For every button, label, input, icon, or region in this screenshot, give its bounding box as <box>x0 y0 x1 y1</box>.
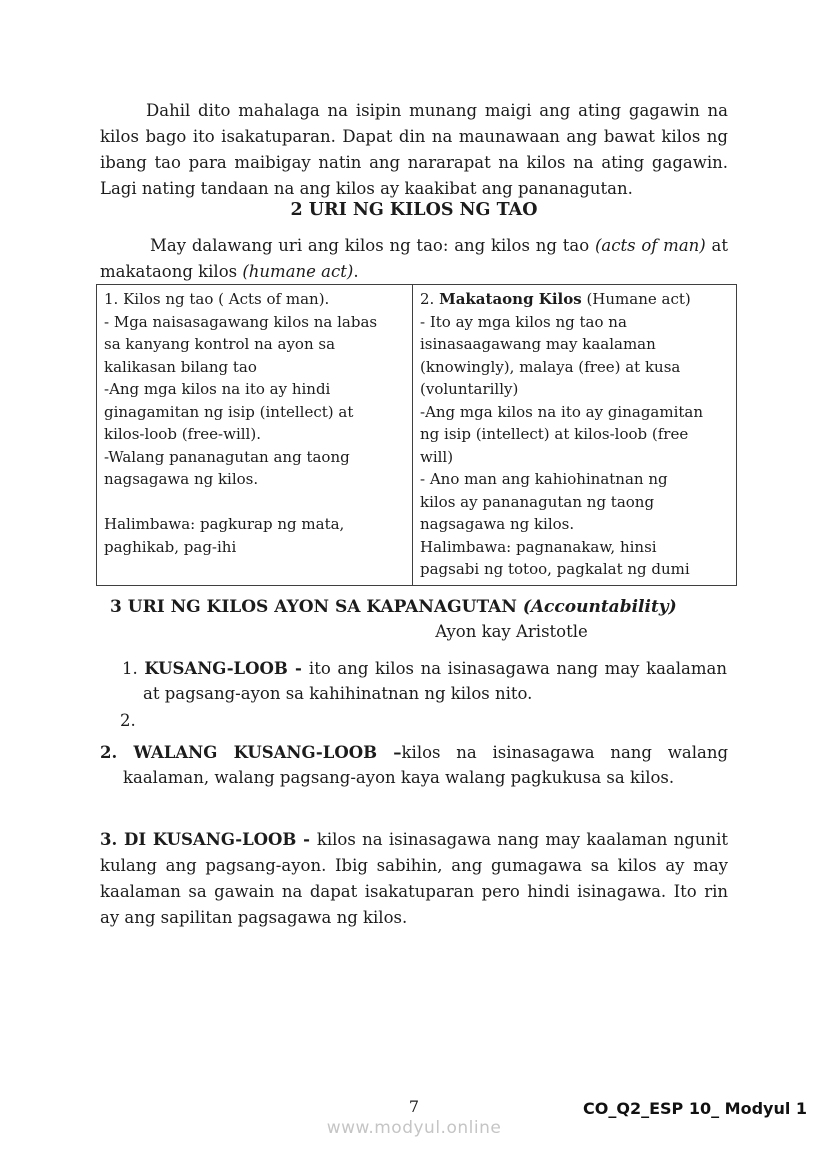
uri-intro-text-3: . <box>353 262 359 281</box>
table-line: (knowingly), malaya (free) at kusa <box>420 357 681 376</box>
table-line: paghikab, pag-ihi <box>104 537 237 556</box>
table-line-title <box>420 288 730 311</box>
page-number: 7 <box>408 1097 420 1116</box>
table-line: sa kanyang kontrol na ayon sa <box>104 335 336 353</box>
item2-term: 2. WALANG KUSANG-LOOB – <box>100 743 402 762</box>
section-heading-3-text: 3 URI NG KILOS AYON SA KAPANAGUTAN <box>110 597 523 617</box>
section-heading-3-uri <box>110 597 677 617</box>
footer-doc-code: CO_Q2_ESP 10_ Modyul 1 <box>583 1099 808 1118</box>
item2-definition: kilos na isinasagawa nang walang kaalaman, walang pagsang-ayon kaya walang pagkukusa sa kilos. <box>123 743 729 787</box>
item3-term: 3. DI KUSANG-LOOB - <box>100 830 317 849</box>
list-item-di-kusang-loob <box>100 827 728 931</box>
list-item-kusang-loob <box>122 656 727 706</box>
table-line: -Ang mga kilos na ito ay ginagamitan <box>420 402 704 421</box>
uri-intro-text-1: May dalawang uri ang kilos ng tao: ang kilos ng tao <box>150 236 595 255</box>
item1-term: KUSANG-LOOB - <box>144 659 309 678</box>
table-line: isinasaagawang may kaalaman <box>420 335 656 353</box>
table-cell-makataong-kilos <box>413 285 736 585</box>
item1-number: 1. <box>122 659 145 678</box>
table-line: -Ang mga kilos na ito ay hindi <box>104 380 331 398</box>
makataong-title-bold: Makataong Kilos <box>439 290 582 308</box>
table-line: (voluntarilly) <box>420 380 519 398</box>
subheading-ayon-kay-aristotle: Ayon kay Aristotle <box>435 622 588 641</box>
table-line: nagsagawa ng kilos. <box>420 515 575 533</box>
table-line: kalikasan bilang tao <box>104 357 257 376</box>
watermark: www.modyul.online <box>326 1118 502 1138</box>
table-line: - Ano man ang kahiohinatnan ng <box>420 470 668 488</box>
uri-intro-italic-2: (humane act) <box>242 262 354 281</box>
table-line: kilos ay pananagutan ng taong <box>420 492 655 511</box>
section-heading-2-uri: 2 URI NG KILOS NG TAO <box>290 200 538 220</box>
item1-definition: ito ang kilos na isinasagawa nang may kaalaman at pagsang-ayon sa kahihinatnan ng kilos nito. <box>143 659 727 703</box>
section-heading-3-accountability: (Accountability) <box>522 597 677 617</box>
table-line: kilos-loob (free-will). <box>104 425 261 443</box>
item3-definition: kilos na isinasagawa nang may kaalaman ngunit kulang ang pagsang-ayon. Ibig sabihin, ang gumagawa sa kilos ay may kaalaman sa gawain na dapat isakatuparan pero hindi isinagawa. Ito rin ay ang sapilitan pagsagawa ng kilos. <box>100 830 728 927</box>
table-line: - Ito ay mga kilos ng tao na <box>420 312 627 331</box>
table-line: - Mga naisasagawang kilos na labas <box>104 312 378 331</box>
intro-paragraph: Dahil dito mahalaga na isipin munang maigi ang ating gagawin na kilos bago ito isakatuparan. Dapat din na maunawaan ang bawat kilos ng ibang tao para maibigay natin ang nararapat na kilos na ating gagawin. Lagi nating tandaan na ang kilos ay kaakibat ang pananagutan. <box>100 101 728 198</box>
uri-intro-paragraph <box>100 233 728 285</box>
table-line: 1. Kilos ng tao ( Acts of man). <box>104 290 330 308</box>
table-cell-kilos-ng-tao <box>97 285 413 585</box>
table-line: nagsagawa ng kilos. <box>104 470 259 488</box>
makataong-title-rest: (Humane act) <box>581 290 691 308</box>
table-line: Halimbawa: pagnanakaw, hinsi <box>420 537 657 556</box>
table-line: ng isip (intellect) at kilos-loob (free <box>420 425 689 443</box>
table-line: will) <box>420 447 454 466</box>
table-line: -Walang pananagutan ang taong <box>104 447 350 466</box>
stray-list-number: 2. <box>120 711 136 730</box>
uri-intro-text-2: at makataong kilos <box>100 236 728 281</box>
makataong-num: 2. <box>420 290 440 308</box>
uri-intro-italic-1: (acts of man) <box>594 236 706 255</box>
table-line: pagsabi ng totoo, pagkalat ng dumi <box>420 560 690 578</box>
kilos-comparison-table <box>96 284 737 586</box>
table-line-blank <box>104 491 406 514</box>
list-item-walang-kusang-loob <box>100 740 729 790</box>
table-line: ginagamitan ng isip (intellect) at <box>104 402 354 421</box>
table-line: Halimbawa: pagkurap ng mata, <box>104 515 345 533</box>
